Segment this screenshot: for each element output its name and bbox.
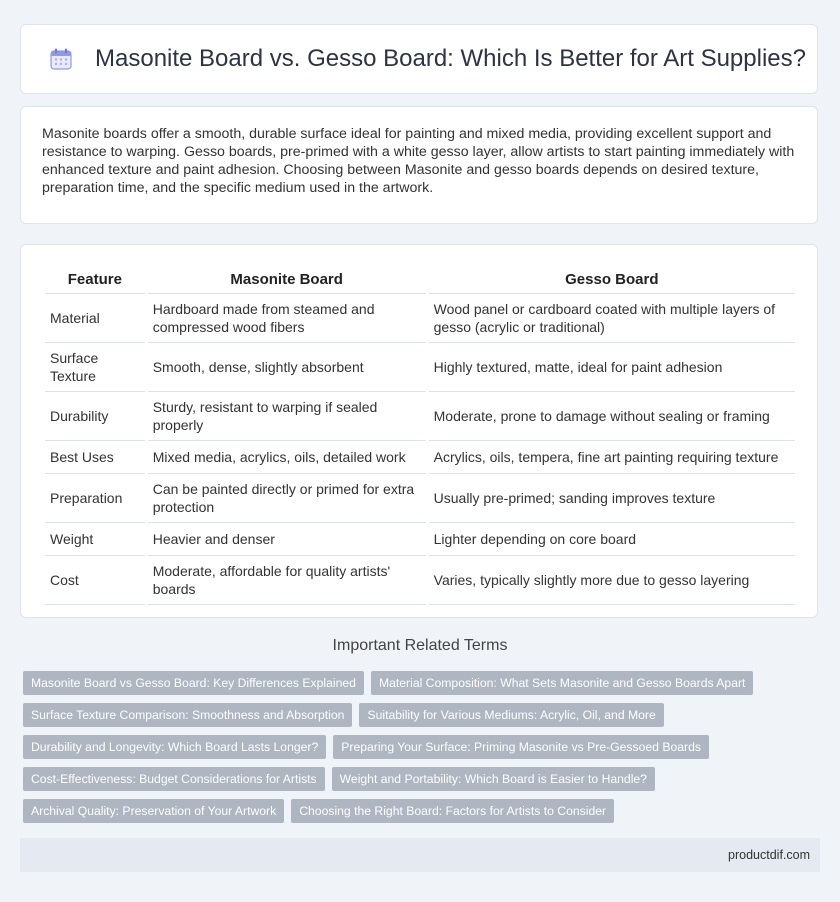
- table-row: [45, 474, 795, 523]
- header-masonite: Masonite Board: [148, 265, 426, 294]
- table-row: [45, 294, 795, 343]
- masonite-cell: Heavier and denser: [148, 523, 426, 556]
- masonite-cell: Hardboard made from steamed and compressed wood fibers: [148, 294, 426, 343]
- masonite-cell: Sturdy, resistant to warping if sealed properly: [148, 392, 426, 441]
- feature-cell: Material: [45, 294, 145, 343]
- masonite-cell: Mixed media, acrylics, oils, detailed work: [148, 441, 426, 474]
- related-tag[interactable]: Cost-Effectiveness: Budget Considerations for Artists: [23, 767, 325, 791]
- related-tag[interactable]: Masonite Board vs Gesso Board: Key Differences Explained: [23, 671, 364, 695]
- feature-cell: Durability: [45, 392, 145, 441]
- masonite-cell: Can be painted directly or primed for extra protection: [148, 474, 426, 523]
- feature-cell: Surface Texture: [45, 343, 145, 392]
- related-tag[interactable]: Suitability for Various Mediums: Acrylic, Oil, and More: [359, 703, 663, 727]
- page-title: Masonite Board vs. Gesso Board: Which Is Better for Art Supplies?: [95, 45, 806, 72]
- intro-text: Masonite boards offer a smooth, durable surface ideal for painting and mixed media, providing excellent support and resistance to warping. Gesso boards, pre-primed with a white gesso layer, allow artists to start painting immediately with enhanced texture and paint adhesion. Choosing between Masonite and gesso boards depends on desired texture, preparation time, and the specific medium used in the artwork.: [42, 126, 795, 196]
- table-header-row: [45, 265, 795, 294]
- table-row: [45, 392, 795, 441]
- gesso-cell: Acrylics, oils, tempera, fine art painting requiring texture: [429, 441, 795, 474]
- related-tag[interactable]: Weight and Portability: Which Board is Easier to Handle?: [332, 767, 655, 791]
- table-row: [45, 523, 795, 556]
- related-tag[interactable]: Material Composition: What Sets Masonite and Gesso Boards Apart: [371, 671, 753, 695]
- table-row: [45, 343, 795, 392]
- feature-cell: Best Uses: [45, 441, 145, 474]
- gesso-cell: Lighter depending on core board: [429, 523, 795, 556]
- header-feature: Feature: [45, 265, 145, 294]
- calendar-icon: [49, 47, 73, 71]
- footer-site-link[interactable]: productdif.com: [728, 848, 810, 862]
- related-terms-title: Important Related Terms: [332, 637, 508, 654]
- intro-card: [20, 106, 818, 224]
- table-row: [45, 556, 795, 605]
- header-gesso: Gesso Board: [429, 265, 795, 294]
- related-tag[interactable]: Surface Texture Comparison: Smoothness and Absorption: [23, 703, 352, 727]
- feature-cell: Preparation: [45, 474, 145, 523]
- masonite-cell: Moderate, affordable for quality artists' boards: [148, 556, 426, 605]
- gesso-cell: Moderate, prone to damage without sealing or framing: [429, 392, 795, 441]
- gesso-cell: Wood panel or cardboard coated with multiple layers of gesso (acrylic or traditional): [429, 294, 795, 343]
- header-card: [20, 24, 818, 94]
- comparison-card: [20, 244, 818, 618]
- footer: [20, 838, 820, 872]
- gesso-cell: Varies, typically slightly more due to gesso layering: [429, 556, 795, 605]
- feature-cell: Weight: [45, 523, 145, 556]
- table-row: [45, 441, 795, 474]
- comparison-table: [42, 265, 798, 605]
- related-tag[interactable]: Choosing the Right Board: Factors for Artists to Consider: [291, 799, 614, 823]
- related-tag[interactable]: Durability and Longevity: Which Board Lasts Longer?: [23, 735, 326, 759]
- gesso-cell: Highly textured, matte, ideal for paint adhesion: [429, 343, 795, 392]
- related-tag[interactable]: Archival Quality: Preservation of Your Artwork: [23, 799, 284, 823]
- related-tag[interactable]: Preparing Your Surface: Priming Masonite vs Pre-Gessoed Boards: [333, 735, 709, 759]
- masonite-cell: Smooth, dense, slightly absorbent: [148, 343, 426, 392]
- gesso-cell: Usually pre-primed; sanding improves texture: [429, 474, 795, 523]
- related-tags: [23, 671, 823, 831]
- feature-cell: Cost: [45, 556, 145, 605]
